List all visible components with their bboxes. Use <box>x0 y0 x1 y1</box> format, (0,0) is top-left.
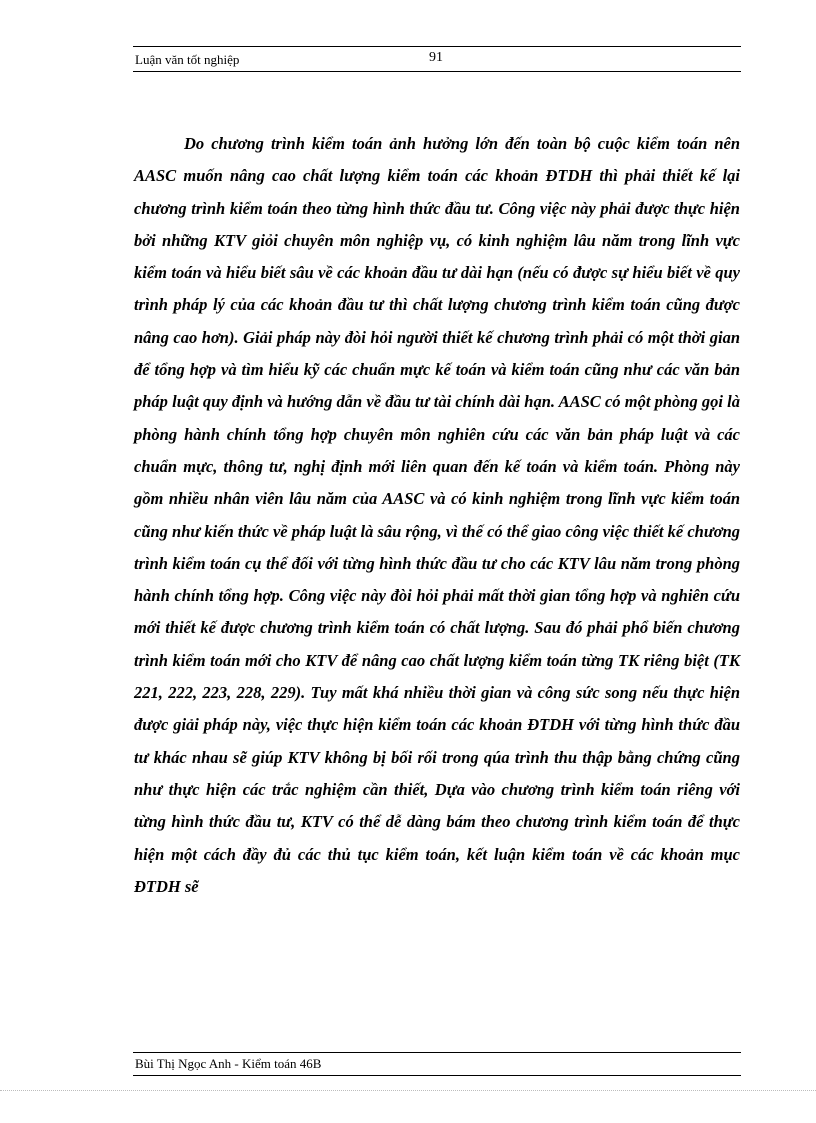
page-number: 91 <box>429 50 443 65</box>
footer-author: Bùi Thị Ngọc Anh - Kiểm toán 46B <box>135 1056 322 1071</box>
page-bottom-divider <box>0 1090 816 1091</box>
page-footer <box>133 1052 741 1076</box>
body-paragraph: Do chương trình kiểm toán ảnh hưởng lớn đến toàn bộ cuộc kiểm toán nên AASC muốn nâng cao chất lượng kiểm toán các khoản ĐTDH thì phải thiết kế lại chương trình kiểm toán theo từng hình thức đầu tư. Công việc này phải được thực hiện bởi những KTV giỏi chuyên môn nghiệp vụ, có kinh nghiệm lâu năm trong lĩnh vực kiểm toán và hiểu biết sâu về các khoản đầu tư dài hạn (nếu có được sự hiểu biết về quy trình pháp lý của các khoản đầu tư thì chất lượng chương trình kiểm toán cũng được nâng cao hơn). Giải pháp này đòi hỏi người thiết kế chương trình phải có một thời gian để tổng hợp và tìm hiểu kỹ các chuẩn mực kế toán và kiểm toán cũng như các văn bản pháp luật quy định và hướng dẫn về đầu tư tài chính dài hạn. AASC có một phòng gọi là phòng hành chính tổng hợp chuyên môn nghiên cứu các văn bản pháp luật và các chuẩn mực, thông tư, nghị định mới liên quan đến kế toán và kiểm toán. Phòng này gồm nhiều nhân viên lâu năm của AASC và có kinh nghiệm trong lĩnh vực kiểm toán cũng như kiến thức về pháp luật là sâu rộng, vì thế có thể giao công việc thiết kế chương trình kiểm toán cụ thể đối với từng hình thức đầu tư cho các KTV lâu năm trong phòng hành chính tổng hợp. Công việc này đòi hỏi phải mất thời gian tổng hợp và nghiên cứu mới thiết kế được chương trình kiểm toán có chất lượng. Sau đó phải phổ biến chương trình kiểm toán mới cho KTV để nâng cao chất lượng kiểm toán từng TK riêng biệt (TK 221, 222, 223, 228, 229). Tuy mất khá nhiều thời gian và công sức song nếu thực hiện được giải pháp này, việc thực hiện kiểm toán các khoản ĐTDH với từng hình thức đầu tư khác nhau sẽ giúp KTV không bị bối rối trong qúa trình thu thập bằng chứng cũng như thực hiện các trắc nghiệm cần thiết, Dựa vào chương trình kiểm toán riêng với từng hình thức đầu tư, KTV có thể dễ dàng bám theo chương trình kiểm toán để thực hiện một cách đầy đủ các thủ tục kiểm toán, kết luận kiểm toán về các khoản mục ĐTDH sẽ <box>134 134 740 896</box>
page-header <box>133 46 741 72</box>
document-title: Luận văn tốt nghiệp <box>135 52 240 67</box>
